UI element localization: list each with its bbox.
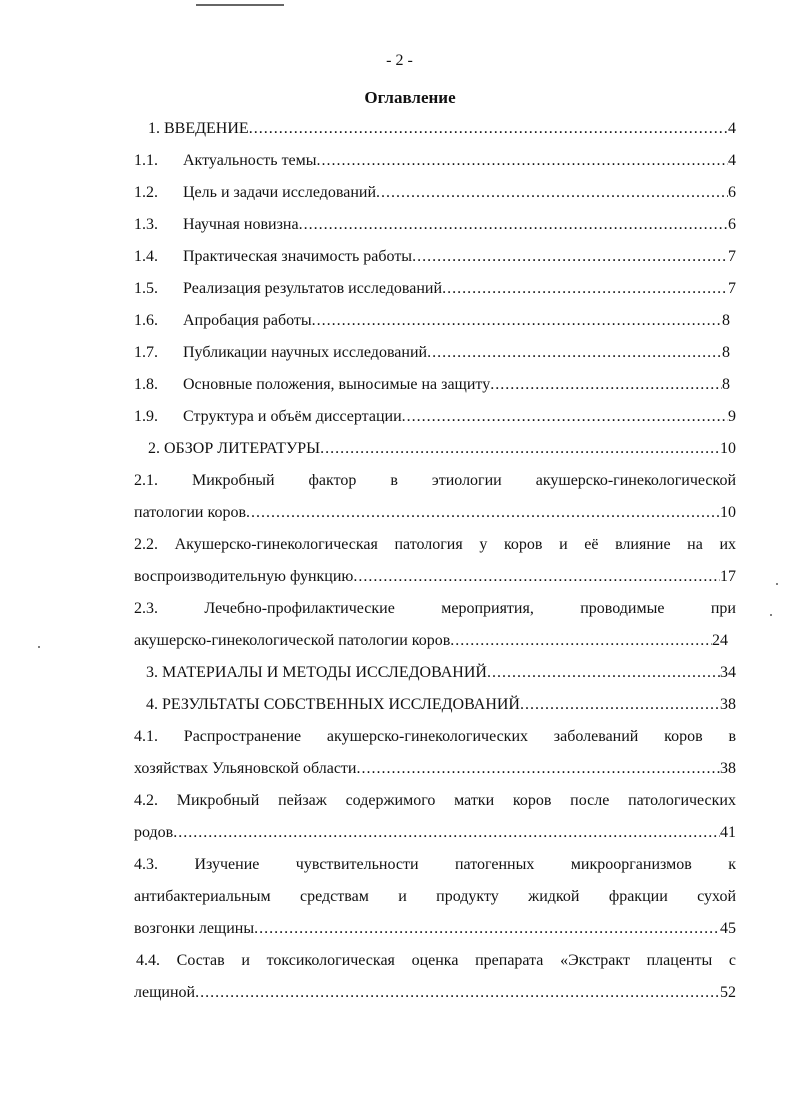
toc-entry[interactable] [146,693,736,717]
toc-entry-title: возгонки лещины [134,920,255,937]
toc-entry-title: РЕЗУЛЬТАТЫ СОБСТВЕННЫХ ИССЛЕДОВАНИЙ [162,696,520,713]
toc-entry-title: родов [134,824,174,841]
toc-entry-page: 4 [728,152,736,169]
toc-entry-number: 1.5. [134,280,158,297]
toc-entry[interactable] [134,149,736,173]
toc-entry-title: акушерско-гинекологической патологии коров [134,632,451,649]
leader-dots [312,309,722,333]
toc-entry-page: 6 [728,216,736,233]
toc-entry-page: 6 [728,184,736,201]
toc-entry-title: антибактериальным средствам и продукту жидкой фракции сухой [134,888,736,905]
toc-entry-title: воспроизводительную функцию [134,568,354,585]
toc-entry-title: Апробация работы [183,312,312,329]
toc-entry-page: 7 [728,280,736,297]
toc-entry-page: 17 [720,568,736,585]
leader-dots [299,213,728,237]
toc-entry-number: 1.2. [134,184,158,201]
leader-dots [376,181,728,205]
toc-entry[interactable] [134,341,730,365]
toc-entry-title: Научная новизна [183,216,299,233]
toc-title: Оглавление [364,88,456,107]
toc-entry-title: Цель и задачи исследований [183,184,377,201]
leader-dots [195,981,720,1005]
toc-entry[interactable] [134,373,730,397]
toc-entry-number: 1.8. [134,376,158,393]
toc-entry-number: 3. [146,664,158,681]
leader-dots [490,373,722,397]
toc-entry-number: 1.3. [134,216,158,233]
leader-dots [173,821,720,845]
toc-entry-title: Микробный фактор в этиологии акушерско-гинекологической [191,472,736,489]
toc-entry-number: 1.4. [134,248,158,265]
toc-entry[interactable] [134,245,736,269]
toc-entry-title: лещиной [134,984,196,1001]
toc-entry[interactable] [148,117,736,141]
toc-entry[interactable] [134,917,736,941]
toc-entry-number: 1. [148,120,160,137]
toc-entry[interactable] [134,501,736,525]
toc-entry-line[interactable] [134,533,736,557]
toc-entry[interactable] [134,405,736,429]
toc-entry-title: Практическая значимость работы [183,248,413,265]
leader-dots [487,661,720,685]
toc-entry-line[interactable] [136,949,736,973]
toc-entry-title: Публикации научных исследований [183,344,428,361]
toc-entry-page: 10 [720,504,736,521]
leader-dots [353,565,720,589]
toc-entry-line[interactable] [134,885,736,909]
toc-entry-number: 2.1. [134,472,158,489]
toc-entry[interactable] [134,629,728,653]
leader-dots [520,693,720,717]
leader-dots [356,757,720,781]
scan-speck [776,583,778,585]
toc-entry-line[interactable] [134,597,736,621]
toc-entry[interactable] [134,565,736,589]
toc-entry-number: 4.3. [134,856,158,873]
toc-entry[interactable] [134,181,736,205]
toc-entry-title: Основные положения, выносимые на защиту [183,376,491,393]
leader-dots [442,277,728,301]
toc-entry[interactable] [134,213,736,237]
leader-dots [402,405,728,429]
toc-entry-number: 4.2. [134,792,158,809]
toc-entry-page: 4 [728,120,736,137]
toc-entry-line[interactable] [134,469,736,493]
toc-entry-line[interactable] [134,789,736,813]
toc-entry-title: ВВЕДЕНИЕ [164,120,249,137]
toc-entry-page: 38 [720,760,736,777]
toc-entry[interactable] [134,981,736,1005]
toc-entry-page: 7 [728,248,736,265]
toc-entry-page: 41 [720,824,736,841]
toc-entry[interactable] [134,821,736,845]
toc-entry-title: Актуальность темы [183,152,317,169]
toc-entry-number: 4.1. [134,728,158,745]
toc-entry-title: Состав и токсикологическая оценка препарата «Экстракт плаценты с [176,952,736,969]
toc-entry-number: 2.2. [134,536,158,553]
toc-entry[interactable] [146,661,736,685]
toc-entry[interactable] [134,277,736,301]
toc-entry-title: Акушерско-гинекологическая патология у коров и её влияние на их [174,536,736,553]
toc-entry-title: ОБЗОР ЛИТЕРАТУРЫ [164,440,321,457]
toc-entry-page: 8 [722,312,730,329]
toc-entry-number: 2.3. [134,600,158,617]
toc-entry-title: Лечебно-профилактические мероприятия, проводимые при [204,600,736,617]
leader-dots [427,341,722,365]
leader-dots [249,117,728,141]
leader-dots [317,149,728,173]
toc-entry[interactable] [134,757,736,781]
toc-entry-page: 8 [722,344,730,361]
leader-dots [412,245,728,269]
toc-entry-number: 1.1. [134,152,158,169]
leader-dots [320,437,720,461]
toc-entry-line[interactable] [134,725,736,749]
toc-entry-page: 52 [720,984,736,1001]
toc-entry-page: 24 [712,632,728,649]
toc-entry-page: 34 [720,664,736,681]
page-number: - 2 - [386,52,413,69]
leader-dots [450,629,712,653]
toc-entry-page: 45 [720,920,736,937]
toc-entry-number: 1.7. [134,344,158,361]
toc-entry-page: 9 [728,408,736,425]
toc-entry-title: Реализация результатов исследований [183,280,443,297]
leader-dots [246,501,720,525]
toc-entry-title: Микробный пейзаж содержимого матки коров после патологических [176,792,736,809]
toc-entry-title: МАТЕРИАЛЫ И МЕТОДЫ ИССЛЕДОВАНИЙ [162,664,487,681]
leader-dots [254,917,720,941]
toc-entry[interactable] [134,309,730,333]
toc-entry-line[interactable] [134,853,736,877]
toc-entry-page: 8 [722,376,730,393]
toc-entry-number: 1.9. [134,408,158,425]
toc-entry-title: Структура и объём диссертации [183,408,402,425]
toc-entry-number: 1.6. [134,312,158,329]
scan-artifact-line [196,4,284,6]
toc-entry-number: 4.4. [136,952,160,969]
toc-entry-number: 2. [148,440,160,457]
toc-entry-title: Изучение чувствительности патогенных микроорганизмов к [194,856,736,873]
toc-entry-title: Распространение акушерско-гинекологических заболеваний коров в [183,728,736,745]
toc-entry-title: хозяйствах Ульяновской области [134,760,357,777]
toc-entry-page: 10 [720,440,736,457]
toc-entry-title: патологии коров [134,504,247,521]
scan-speck [38,646,40,648]
toc-entry-page: 38 [720,696,736,713]
toc-entry[interactable] [148,437,736,461]
scan-speck [770,614,772,616]
toc-entry-number: 4. [146,696,158,713]
